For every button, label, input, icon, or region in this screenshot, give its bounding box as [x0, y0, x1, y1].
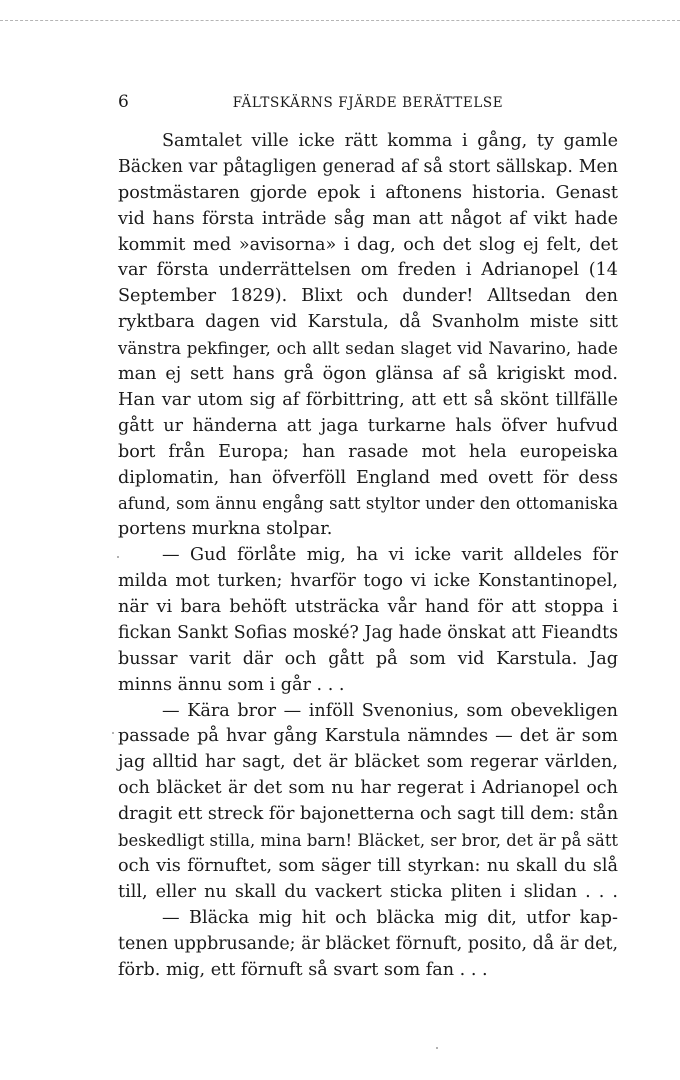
text-line: tenen uppbrusande; är bläcket förnuft, posito, då är det, [118, 933, 618, 954]
text-line: jag alltid har sagt, det är bläcket som regerar världen, [118, 752, 618, 773]
text-line: fickan Sankt Sofias moské? Jag hade önskat att Fieandts [118, 622, 618, 643]
page-number: 6 [118, 92, 129, 112]
text-line: dragit ett streck för bajonetterna och sagt till dem: stån [118, 804, 619, 825]
text-line: minns ännu som i går . . . [118, 674, 345, 695]
text-line: diplomatin, han öfverföll England med ovett för dess [118, 467, 618, 488]
text-line: till, eller nu skall du vackert sticka pliten i slidan . . . [118, 881, 618, 902]
text-line: bort från Europa; han rasade mot hela europeiska [118, 441, 618, 462]
text-line: passade på hvar gång Karstula nämndes — det är som [118, 726, 618, 747]
text-line: och bläcket är det som nu har regerat i Adrianopel och [118, 778, 618, 799]
text-line: Bäcken var påtagligen generad af så stort sällskap. Men [118, 156, 618, 177]
text-line: ryktbara dagen vid Karstula, då Svanholm miste sitt [118, 312, 618, 333]
body-text [118, 129, 618, 983]
text-line: Samtalet ville icke rätt komma i gång, ty gamle [162, 131, 618, 151]
text-line: när vi bara behöft utsträcka vår hand för att stoppa i [118, 597, 618, 618]
text-line: gått ur händerna att jaga turkarne hals öfver hufvud [118, 415, 618, 436]
text-line: bussar varit där och gått på som vid Karstula. Jag [118, 648, 618, 669]
text-line: vid hans första inträde såg man att något af vikt hade [118, 208, 618, 229]
text-line: afund, som ännu engång satt styltor under den ottomaniska [118, 494, 618, 514]
text-line: — Gud förlåte mig, ha vi icke varit alldeles för [162, 545, 618, 566]
text-line: — Bläcka mig hit och bläcka mig dit, utfor kap- [162, 907, 618, 928]
text-line: milda mot turken; hvarför togo vi icke Konstantinopel, [118, 571, 618, 592]
text-line: kommit med »avisorna» i dag, och det slog ej felt, det [118, 234, 618, 255]
text-line: vänstra pekfinger, och allt sedan slaget vid Navarino, hade [118, 339, 618, 359]
scan-speck [436, 1047, 438, 1049]
text-line: förb. mig, ett förnuft så svart som fan . . . [118, 959, 488, 980]
running-head: FÄLTSKÄRNS FJÄRDE BERÄTTELSE [232, 95, 504, 111]
text-line: — Kära bror — inföll Svenonius, som obevekligen [162, 700, 618, 721]
page-header [118, 92, 618, 112]
scan-speck [112, 732, 114, 734]
text-line: var första underrättelsen om freden i Adrianopel (14 [118, 260, 618, 281]
text-line: och vis förnuftet, som säger till styrkan: nu skall du slå [118, 855, 618, 876]
scan-top-edge-rule [0, 20, 680, 21]
text-line: portens murkna stolpar. [118, 519, 333, 540]
text-line: September 1829). Blixt och dunder! Alltsedan den [118, 286, 618, 307]
scan-speck [117, 556, 119, 558]
text-line: beskedligt stilla, mina barn! Bläcket, ser bror, det är på sätt [118, 831, 618, 851]
text-line: postmästaren gjorde epok i aftonens historia. Genast [118, 182, 618, 203]
text-line: Han var utom sig af förbittring, att ett så skönt tillfälle [118, 389, 618, 410]
text-line: man ej sett hans grå ögon glänsa af så krigiskt mod. [118, 364, 618, 385]
